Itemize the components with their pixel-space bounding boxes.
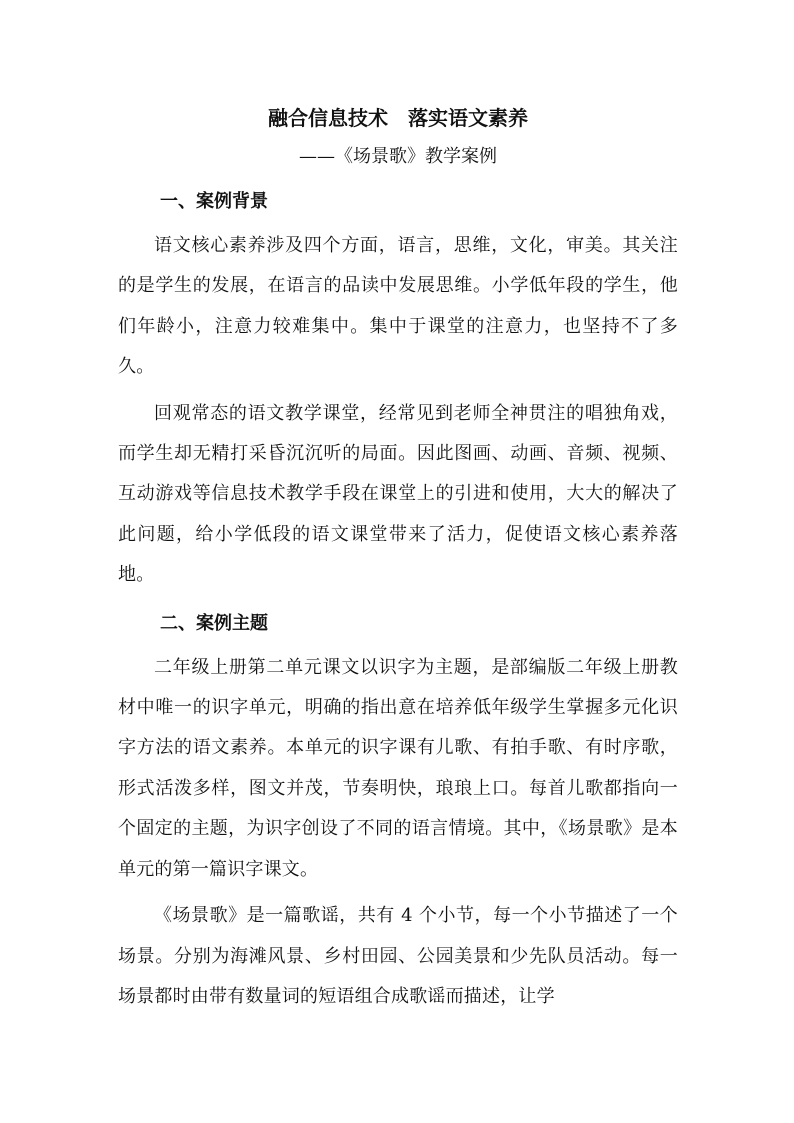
section-background xyxy=(118,178,678,596)
paragraph: 二年级上册第二单元课文以识字为主题，是部编版二年级上册教材中唯一的识字单元，明确的指出意在培养低年级学生掌握多元化识字方法的语文素养。本单元的识字课有儿歌、有拍手歌、有时序歌，形式活泼多样，图文并茂，节奏明快，琅琅上口。每首儿歌都指向一个固定的主题，为识字创设了不同的语言情境。其中，《场景歌》是本单元的第一篇识字课文。 xyxy=(118,656,678,880)
paragraph: 语文核心素养涉及四个方面，语言，思维，文化，审美。其关注的是学生的发展，在语言的品读中发展思维。小学低年段的学生，他们年龄小，注意力较难集中。集中于课堂的注意力，也坚持不了多久。 xyxy=(118,235,678,378)
document-body xyxy=(118,100,678,1017)
paragraph: 回观常态的语文教学课堂，经常见到老师全神贯注的唱独角戏，而学生却无精打采昏沉沉听的局面。因此图画、动画、音频、视频、互动游戏等信息技术教学手段在课堂上的引进和使用，大大的解决了此问题，给小学低段的语文课堂带来了活力，促使语文核心素养落地。 xyxy=(118,402,678,586)
section-theme xyxy=(118,600,678,1018)
section-heading: 一、案例背景 xyxy=(160,191,268,212)
document-subtitle: ——《场景歌》教学案例 xyxy=(299,146,497,167)
section-heading: 二、案例主题 xyxy=(160,612,268,634)
document-title: 融合信息技术 落实语文素养 xyxy=(268,106,528,130)
paragraph: 《场景歌》是一篇歌谣，共有 4 个小节，每一个小节描述了一个场景。分别为海滩风景、乡村田园、公园美景和少先队员活动。每一场景都时由带有数量词的短语组合成歌谣而描述，让学 xyxy=(118,905,678,1007)
